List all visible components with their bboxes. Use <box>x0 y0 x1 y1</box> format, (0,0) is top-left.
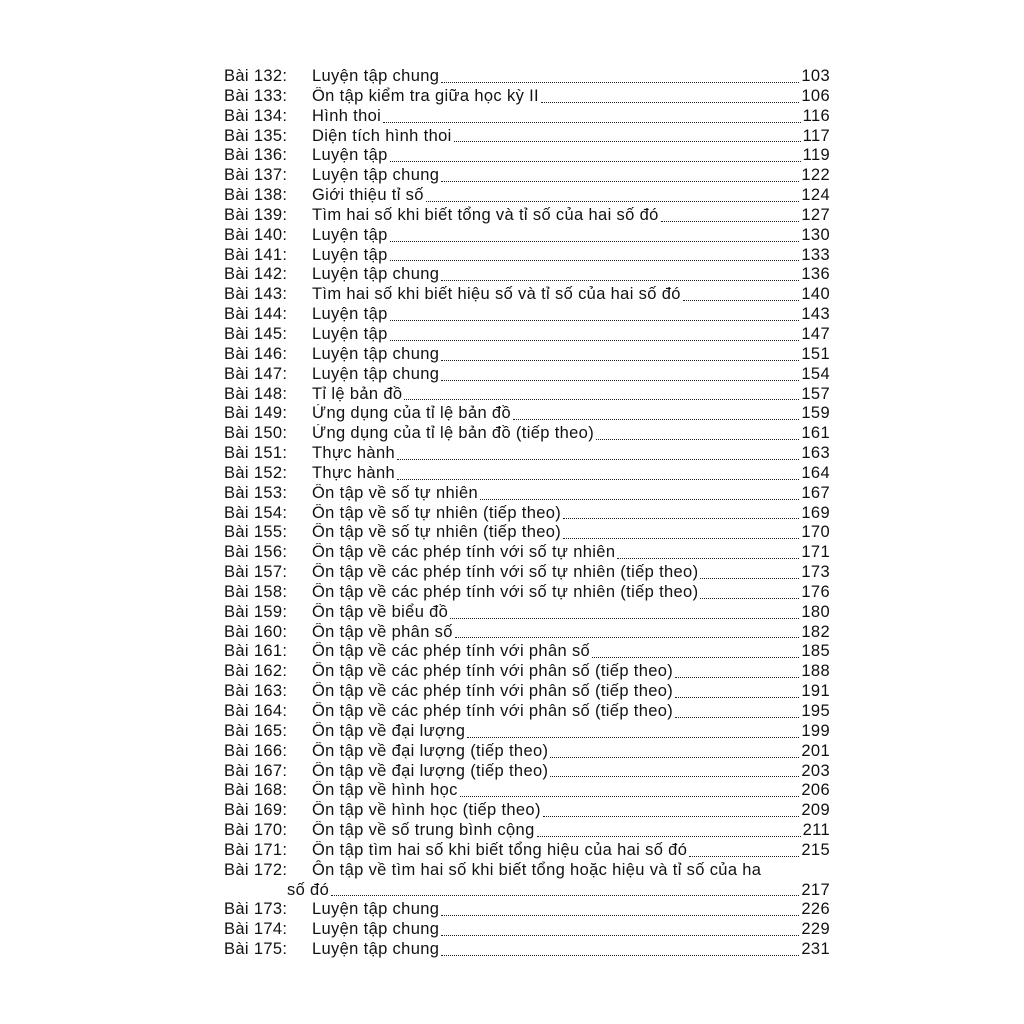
toc-entry <box>224 186 830 206</box>
toc-entry <box>224 801 830 821</box>
page-number: 103 <box>801 67 830 85</box>
page-number: 159 <box>801 404 830 423</box>
lesson-number: Bài 137: <box>224 166 288 185</box>
lesson-number: Bài 152: <box>224 463 288 482</box>
page-number: 124 <box>801 186 830 205</box>
toc-entry <box>224 67 830 87</box>
lesson-number: Bài 133: <box>224 86 288 105</box>
lesson-number: Bài 147: <box>224 364 288 383</box>
dot-leader <box>596 439 799 440</box>
dot-leader <box>592 657 799 658</box>
lesson-title: Diện tích hình thoi <box>312 126 452 145</box>
page-number: 203 <box>801 761 830 780</box>
lesson-title: Ôn tập về các phép tính với số tự nhiên (tiếp theo) <box>312 563 699 582</box>
toc-entry <box>224 146 830 166</box>
toc-entry <box>224 404 830 424</box>
lesson-number: Bài 175: <box>224 940 288 959</box>
lesson-number: Bài 171: <box>224 840 288 859</box>
page-number: 231 <box>801 940 830 959</box>
dot-leader <box>383 122 800 123</box>
page-number: 185 <box>801 642 830 661</box>
page-number: 209 <box>801 801 830 820</box>
lesson-number: Bài 143: <box>224 285 288 304</box>
dot-leader <box>441 280 799 281</box>
page-number: 201 <box>801 741 830 760</box>
lesson-number: Bài 165: <box>224 721 288 740</box>
toc-entry <box>224 325 830 345</box>
lesson-title: Luyện tập <box>312 245 388 264</box>
page-number: 136 <box>801 265 830 284</box>
page-number: 130 <box>801 225 830 244</box>
toc-entry <box>224 742 830 762</box>
dot-leader <box>689 856 799 857</box>
page-number: 226 <box>801 900 830 919</box>
dot-leader <box>675 677 799 678</box>
toc-entry <box>224 841 830 861</box>
page-number: 195 <box>801 702 830 720</box>
lesson-title: Ôn tập về đại lượng <box>312 721 466 740</box>
page-number: 199 <box>801 721 830 740</box>
toc-entry <box>224 662 830 682</box>
toc-entry <box>224 940 830 960</box>
dot-leader <box>467 737 799 738</box>
toc-entry <box>224 781 830 801</box>
lesson-title: Ôn tập về số tự nhiên (tiếp theo) <box>312 503 562 522</box>
lesson-title: Luyện tập <box>312 305 388 324</box>
lesson-number: Bài 157: <box>224 563 288 582</box>
dot-leader <box>455 637 800 638</box>
lesson-number: Bài 136: <box>224 146 288 165</box>
page-number: 180 <box>801 602 830 621</box>
lesson-title: Tìm hai số khi biết hiệu số và tỉ số của hai số đó <box>312 285 681 304</box>
lesson-title: Hình thoi <box>312 106 382 125</box>
lesson-title: Luyện tập chung <box>312 166 440 185</box>
toc-entry <box>224 127 830 147</box>
lesson-title: Ôn tập về số tự nhiên <box>312 483 479 502</box>
lesson-number: Bài 139: <box>224 205 288 224</box>
page-number: 229 <box>801 920 830 939</box>
page-number: 106 <box>801 86 830 105</box>
lesson-title: Luyện tập <box>312 324 388 343</box>
dot-leader <box>480 499 799 500</box>
toc-entry <box>224 226 830 246</box>
page-number: 154 <box>801 364 830 383</box>
dot-leader <box>390 260 800 261</box>
lesson-number: Bài 173: <box>224 900 288 919</box>
lesson-number: Bài 167: <box>224 761 288 780</box>
lesson-number: Bài 140: <box>224 225 288 244</box>
dot-leader <box>543 816 800 817</box>
lesson-number: Bài 158: <box>224 582 288 601</box>
dot-leader <box>441 360 799 361</box>
page-number: 176 <box>801 582 830 601</box>
toc-entry <box>224 722 830 742</box>
dot-leader <box>331 895 799 896</box>
lesson-number: Bài 151: <box>224 444 288 463</box>
page-number: 127 <box>801 205 830 224</box>
lesson-number: Bài 138: <box>224 186 288 205</box>
dot-leader <box>617 558 799 559</box>
page-number: 151 <box>801 344 830 363</box>
lesson-title: Ôn tập về số trung bình cộng <box>312 821 535 840</box>
lesson-number: Bài 172: <box>224 860 288 879</box>
lesson-title: Luyện tập <box>312 225 388 244</box>
lesson-title: Luyện tập chung <box>312 67 440 85</box>
dot-leader <box>441 915 799 916</box>
lesson-title: Luyện tập <box>312 146 388 165</box>
toc-entries <box>224 67 830 861</box>
toc-entry <box>224 87 830 107</box>
lesson-title: Ôn tập về tìm hai số khi biết tổng hoặc hiệu và tỉ số của ha <box>312 860 762 879</box>
toc-entry <box>224 861 830 881</box>
toc-entry <box>224 206 830 226</box>
toc-entry <box>224 444 830 464</box>
lesson-number: Bài 161: <box>224 642 288 661</box>
dot-leader <box>675 717 799 718</box>
toc-entry <box>224 484 830 504</box>
dot-leader <box>390 161 801 162</box>
lesson-title: Thực hành <box>312 463 395 482</box>
lesson-number: Bài 153: <box>224 483 288 502</box>
dot-leader <box>397 459 799 460</box>
toc-entry <box>224 523 830 543</box>
lesson-title: Ôn tập về các phép tính với số tự nhiên <box>312 543 616 562</box>
dot-leader <box>513 419 799 420</box>
toc-entry <box>224 424 830 444</box>
toc-entry <box>224 345 830 365</box>
lesson-number: Bài 150: <box>224 424 288 443</box>
page-number: 215 <box>801 840 830 859</box>
lesson-title: Ôn tập về biểu đồ <box>312 602 449 621</box>
page-number: 211 <box>802 821 830 840</box>
page-number: 171 <box>801 543 830 562</box>
lesson-title: Ôn tập về hình học (tiếp theo) <box>312 801 541 820</box>
lesson-number: Bài 168: <box>224 781 288 800</box>
page-number: 217 <box>801 880 830 899</box>
lesson-title: Ôn tập về hình học <box>312 781 458 800</box>
page-number: 163 <box>801 444 830 463</box>
lesson-number: Bài 141: <box>224 245 288 264</box>
lesson-number: Bài 149: <box>224 404 288 423</box>
page-number: 188 <box>801 662 830 681</box>
page-number: 119 <box>802 146 830 165</box>
lesson-number: Bài 148: <box>224 384 288 403</box>
page-number: 143 <box>801 305 830 324</box>
dot-leader <box>404 399 799 400</box>
lesson-number: Bài 142: <box>224 265 288 284</box>
toc-entry <box>224 603 830 623</box>
lesson-title: Ôn tập về số tự nhiên (tiếp theo) <box>312 523 562 542</box>
toc-entry <box>224 305 830 325</box>
lesson-title: Thực hành <box>312 444 395 463</box>
toc-entry <box>224 821 830 841</box>
lesson-number: Bài 166: <box>224 741 288 760</box>
lesson-number: Bài 159: <box>224 602 288 621</box>
toc-entry <box>224 642 830 662</box>
dot-leader <box>390 320 800 321</box>
page-number: 173 <box>801 563 830 582</box>
toc-entry <box>224 285 830 305</box>
toc-entry <box>224 265 830 285</box>
lesson-number: Bài 163: <box>224 682 288 701</box>
toc-entry-continuation <box>224 881 830 901</box>
dot-leader <box>550 757 799 758</box>
toc-entry <box>224 682 830 702</box>
toc-entry <box>224 900 830 920</box>
dot-leader <box>441 935 799 936</box>
lesson-number: Bài 155: <box>224 523 288 542</box>
dot-leader <box>441 181 799 182</box>
lesson-number: Bài 170: <box>224 821 288 840</box>
toc-entry <box>224 623 830 643</box>
toc-entry <box>224 563 830 583</box>
lesson-number: Bài 160: <box>224 622 288 641</box>
lesson-title: Luyện tập chung <box>312 940 440 959</box>
lesson-title: Ôn tập về đại lượng (tiếp theo) <box>312 761 549 780</box>
page-number: 161 <box>801 424 830 443</box>
lesson-number: Bài 146: <box>224 344 288 363</box>
page-number: 133 <box>801 245 830 264</box>
page-number: 167 <box>801 483 830 502</box>
toc-entry <box>224 762 830 782</box>
lesson-title: Luyện tập chung <box>312 265 440 284</box>
dot-leader <box>700 578 799 579</box>
dot-leader <box>390 241 800 242</box>
lesson-number: Bài 169: <box>224 801 288 820</box>
toc-entry <box>224 583 830 603</box>
table-of-contents <box>224 67 830 960</box>
page-number: 117 <box>802 126 830 145</box>
lesson-title: Ôn tập kiểm tra giữa học kỳ II <box>312 86 539 105</box>
dot-leader <box>563 518 799 519</box>
dot-leader <box>426 201 800 202</box>
lesson-title: Ôn tập về phân số <box>312 622 453 641</box>
lesson-number: Bài 134: <box>224 106 288 125</box>
toc-entry <box>224 504 830 524</box>
lesson-title: Tìm hai số khi biết tổng và tỉ số của hai số đó <box>312 205 659 224</box>
dot-leader <box>563 538 799 539</box>
dot-leader <box>441 380 799 381</box>
lesson-title: Luyện tập chung <box>312 900 440 919</box>
lesson-title: Luyện tập chung <box>312 364 440 383</box>
dot-leader <box>390 340 800 341</box>
lesson-number: Bài 174: <box>224 920 288 939</box>
toc-entry <box>224 464 830 484</box>
dot-leader <box>397 479 799 480</box>
lesson-title: Ôn tập về các phép tính với phân số <box>312 642 591 661</box>
lesson-title: Ôn tập về các phép tính với phân số (tiếp theo) <box>312 682 674 701</box>
dot-leader <box>450 618 799 619</box>
lesson-number: Bài 156: <box>224 543 288 562</box>
lesson-title-continued: số đó <box>287 880 330 899</box>
page-number: 191 <box>801 682 830 701</box>
toc-entry <box>224 385 830 405</box>
toc-entry <box>224 246 830 266</box>
lesson-number: Bài 162: <box>224 662 288 681</box>
page-number: 157 <box>801 384 830 403</box>
toc-entry <box>224 166 830 186</box>
toc-entry <box>224 920 830 940</box>
lesson-title: Giới thiệu tỉ số <box>312 186 424 205</box>
lesson-title: Luyện tập chung <box>312 920 440 939</box>
dot-leader <box>460 796 800 797</box>
dot-leader <box>683 300 800 301</box>
dot-leader <box>541 102 799 103</box>
lesson-title: Ôn tập về các phép tính với số tự nhiên (tiếp theo) <box>312 582 699 601</box>
page-number: 182 <box>801 622 830 641</box>
page-number: 169 <box>801 503 830 522</box>
lesson-title: Ôn tập về đại lượng (tiếp theo) <box>312 741 549 760</box>
lesson-number: Bài 145: <box>224 324 288 343</box>
page-number: 140 <box>801 285 830 304</box>
dot-leader <box>661 221 800 222</box>
lesson-title: Ứng dụng của tỉ lệ bản đồ (tiếp theo) <box>312 424 595 443</box>
lesson-title: Ôn tập tìm hai số khi biết tổng hiệu của hai số đó <box>312 840 688 859</box>
lesson-number: Bài 154: <box>224 503 288 522</box>
dot-leader <box>441 82 799 83</box>
toc-entries-tail <box>224 900 830 960</box>
toc-entry <box>224 365 830 385</box>
page-number: 164 <box>801 463 830 482</box>
lesson-number: Bài 164: <box>224 702 288 720</box>
toc-entry <box>224 543 830 563</box>
lesson-number: Bài 132: <box>224 67 288 85</box>
lesson-number: Bài 135: <box>224 126 288 145</box>
dot-leader <box>700 598 799 599</box>
page-number: 116 <box>802 106 830 125</box>
dot-leader <box>537 836 801 837</box>
lesson-title: Tỉ lệ bản đồ <box>312 384 403 403</box>
dot-leader <box>441 955 799 956</box>
toc-entry <box>224 702 830 722</box>
lesson-title: Ứng dụng của tỉ lệ bản đồ <box>312 404 511 423</box>
toc-entry <box>224 107 830 127</box>
page-number: 170 <box>801 523 830 542</box>
page-number: 206 <box>801 781 830 800</box>
lesson-title: Ôn tập về các phép tính với phân số (tiếp theo) <box>312 702 674 720</box>
lesson-title: Ôn tập về các phép tính với phân số (tiếp theo) <box>312 662 674 681</box>
page-number: 147 <box>801 324 830 343</box>
dot-leader <box>454 141 801 142</box>
lesson-number: Bài 144: <box>224 305 288 324</box>
dot-leader <box>675 697 799 698</box>
dot-leader <box>550 776 799 777</box>
page-number: 122 <box>801 166 830 185</box>
lesson-title: Luyện tập chung <box>312 344 440 363</box>
